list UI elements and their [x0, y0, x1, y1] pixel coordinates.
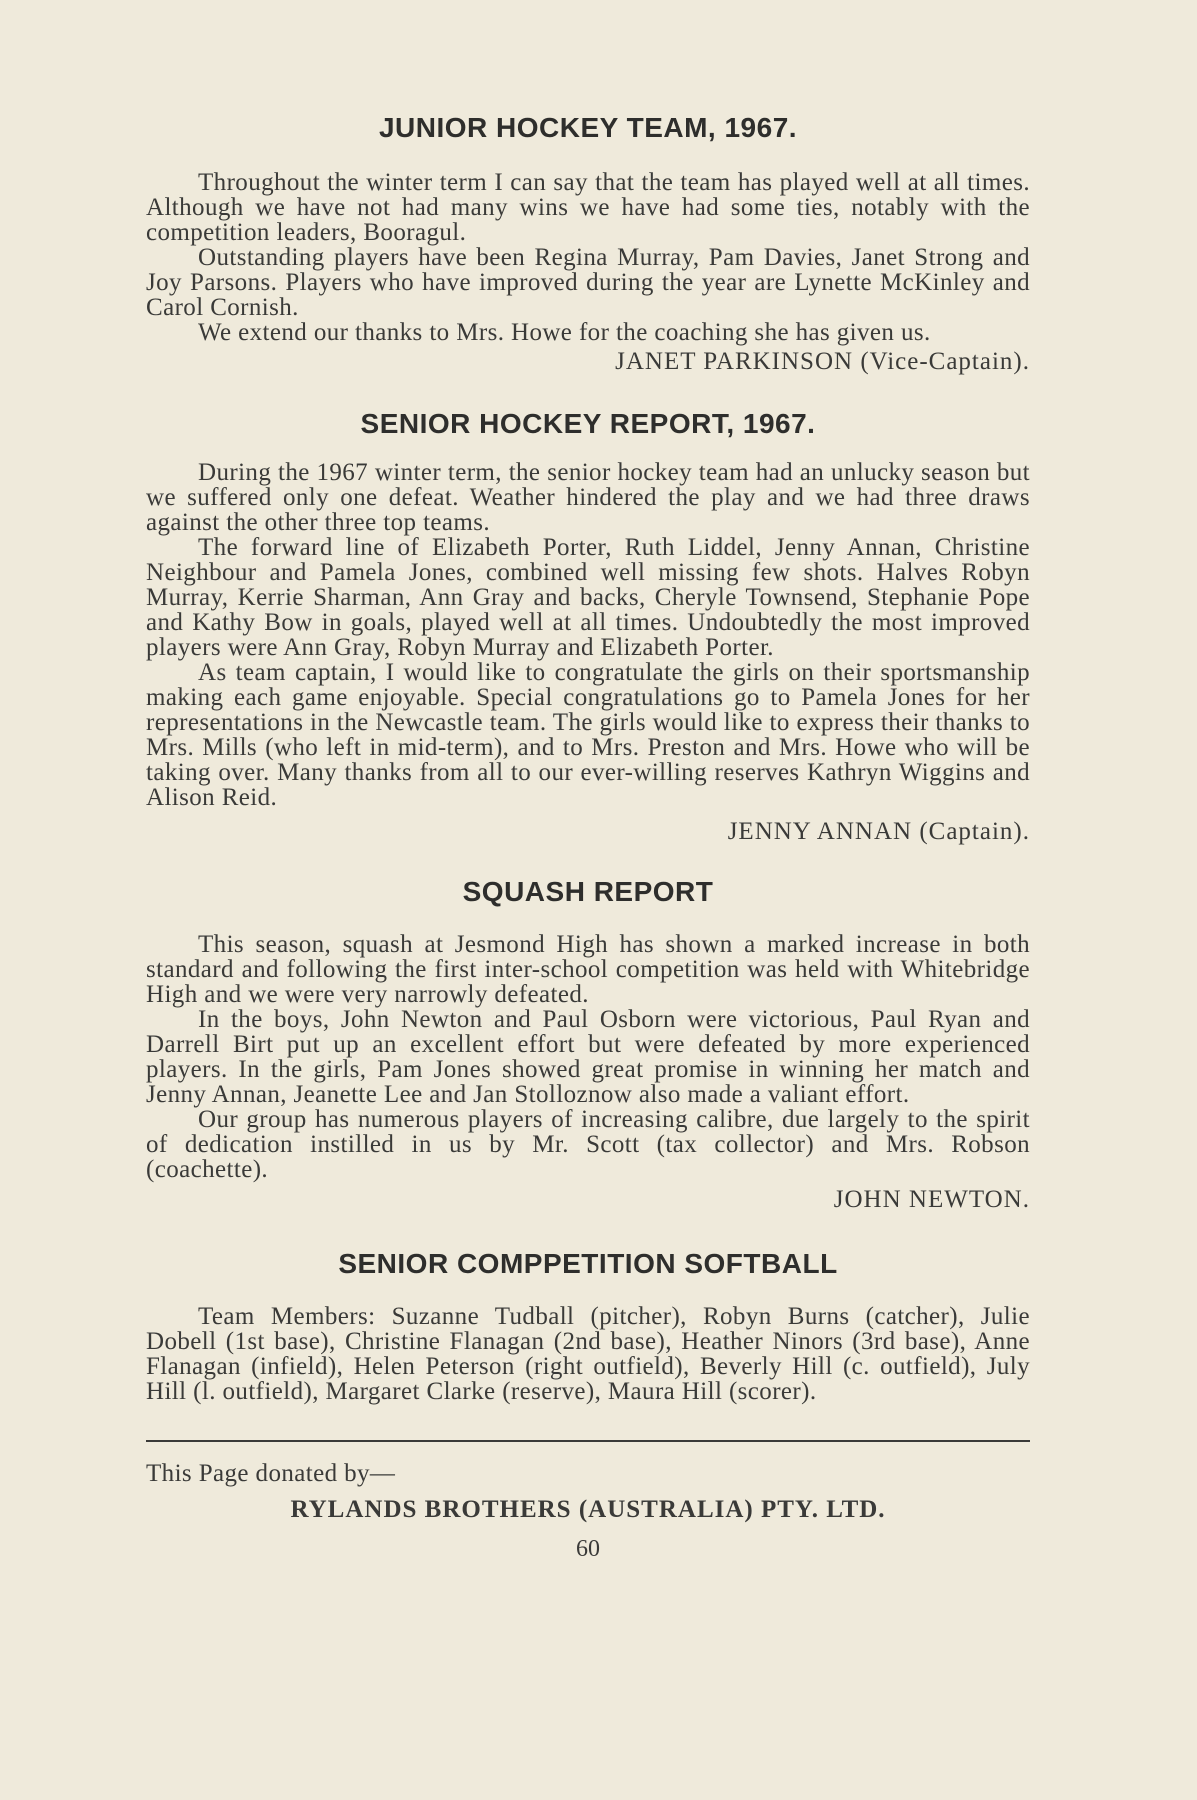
- signature-senior-hockey: JENNY ANNAN (Captain).: [727, 818, 1030, 845]
- paragraph: In the boys, John Newton and Paul Osborn were victorious, Paul Ryan and Darrell Birt put up an excellent effort but were defeated by more experienced players. In the girls, Pam Jones showed great promise in winning her match and Jenny Annan, Jeanette Lee and Jan Stolloznow also made a valiant effort.: [146, 1006, 1030, 1108]
- footer-divider: [146, 1440, 1030, 1442]
- paragraph: During the 1967 winter term, the senior hockey team had an unlucky season but we suffered only one defeat. Weather hindered the play and we had three draws against the other three top teams.: [146, 459, 1030, 536]
- paragraph: Throughout the winter term I can say that the team has played well at all times. Although we have not had many wins we have had some ties, notably with the competition leaders, Booragul.: [146, 169, 1030, 246]
- paragraph: Outstanding players have been Regina Murray, Pam Davies, Janet Strong and Joy Parsons. Players who have improved during the year are Lynette McKinley and Carol Cornish.: [146, 244, 1030, 321]
- paragraph: As team captain, I would like to congratulate the girls on their sportsmanship making each game enjoyable. Special congratulations go to Pamela Jones for her representations in the Newcastle team. The girls would like to express their thanks to Mrs. Mills (who left in mid-term), and to Mrs. Preston and Mrs. Howe who will be taking over. Many thanks from all to our ever-willing reserves Kathryn Wiggins and Alison Reid.: [146, 659, 1030, 811]
- signature-junior-hockey: JANET PARKINSON (Vice-Captain).: [615, 348, 1030, 375]
- signature-squash: JOHN NEWTON.: [833, 1186, 1030, 1213]
- paragraph: Team Members: Suzanne Tudball (pitcher), Robyn Burns (catcher), Julie Dobell (1st base), Christine Flanagan (2nd base), Heather Ninors (3rd base), Anne Flanagan (infield), Helen Peterson (right outfield), Beverly Hill (c. outfield), July Hill (l. outfield), Margaret Clarke (reserve), Maura Hill (scorer).: [146, 1303, 1030, 1405]
- paragraph: Our group has numerous players of increasing calibre, due largely to the spirit of dedication instilled in us by Mr. Scott (tax collector) and Mrs. Robson (coachette).: [146, 1106, 1030, 1183]
- document-page: [146, 110, 1030, 1563]
- section-title-softball: SENIOR COMPPETITION SOFTBALL: [338, 1248, 838, 1279]
- donated-by-text: This Page donated by—: [146, 1460, 396, 1487]
- section-body-squash: [146, 932, 1030, 1182]
- section-body-senior-hockey: [146, 460, 1030, 810]
- section-title-senior-hockey: SENIOR HOCKEY REPORT, 1967.: [360, 408, 816, 439]
- section-body-softball: [146, 1304, 1030, 1404]
- section-title-squash: SQUASH REPORT: [462, 876, 714, 907]
- section-body-junior-hockey: [146, 170, 1030, 345]
- paragraph: We extend our thanks to Mrs. Howe for the coaching she has given us.: [198, 319, 931, 346]
- section-title-junior-hockey: JUNIOR HOCKEY TEAM, 1967.: [378, 112, 798, 143]
- paragraph: The forward line of Elizabeth Porter, Ruth Liddel, Jenny Annan, Christine Neighbour and Pamela Jones, combined well missing few shots. Halves Robyn Murray, Kerrie Sharman, Ann Gray and backs, Cheryle Townsend, Stephanie Pope and Kathy Bow in goals, played well at all times. Undoubtedly the most improved players were Ann Gray, Robyn Murray and Elizabeth Porter.: [146, 534, 1030, 661]
- donor-company-name: RYLANDS BROTHERS (AUSTRALIA) PTY. LTD.: [290, 1496, 886, 1523]
- page-number: 60: [576, 1536, 600, 1562]
- paragraph: This season, squash at Jesmond High has shown a marked increase in both standard and following the first inter-school competition was held with Whitebridge High and we were very narrowly defeated.: [146, 931, 1030, 1008]
